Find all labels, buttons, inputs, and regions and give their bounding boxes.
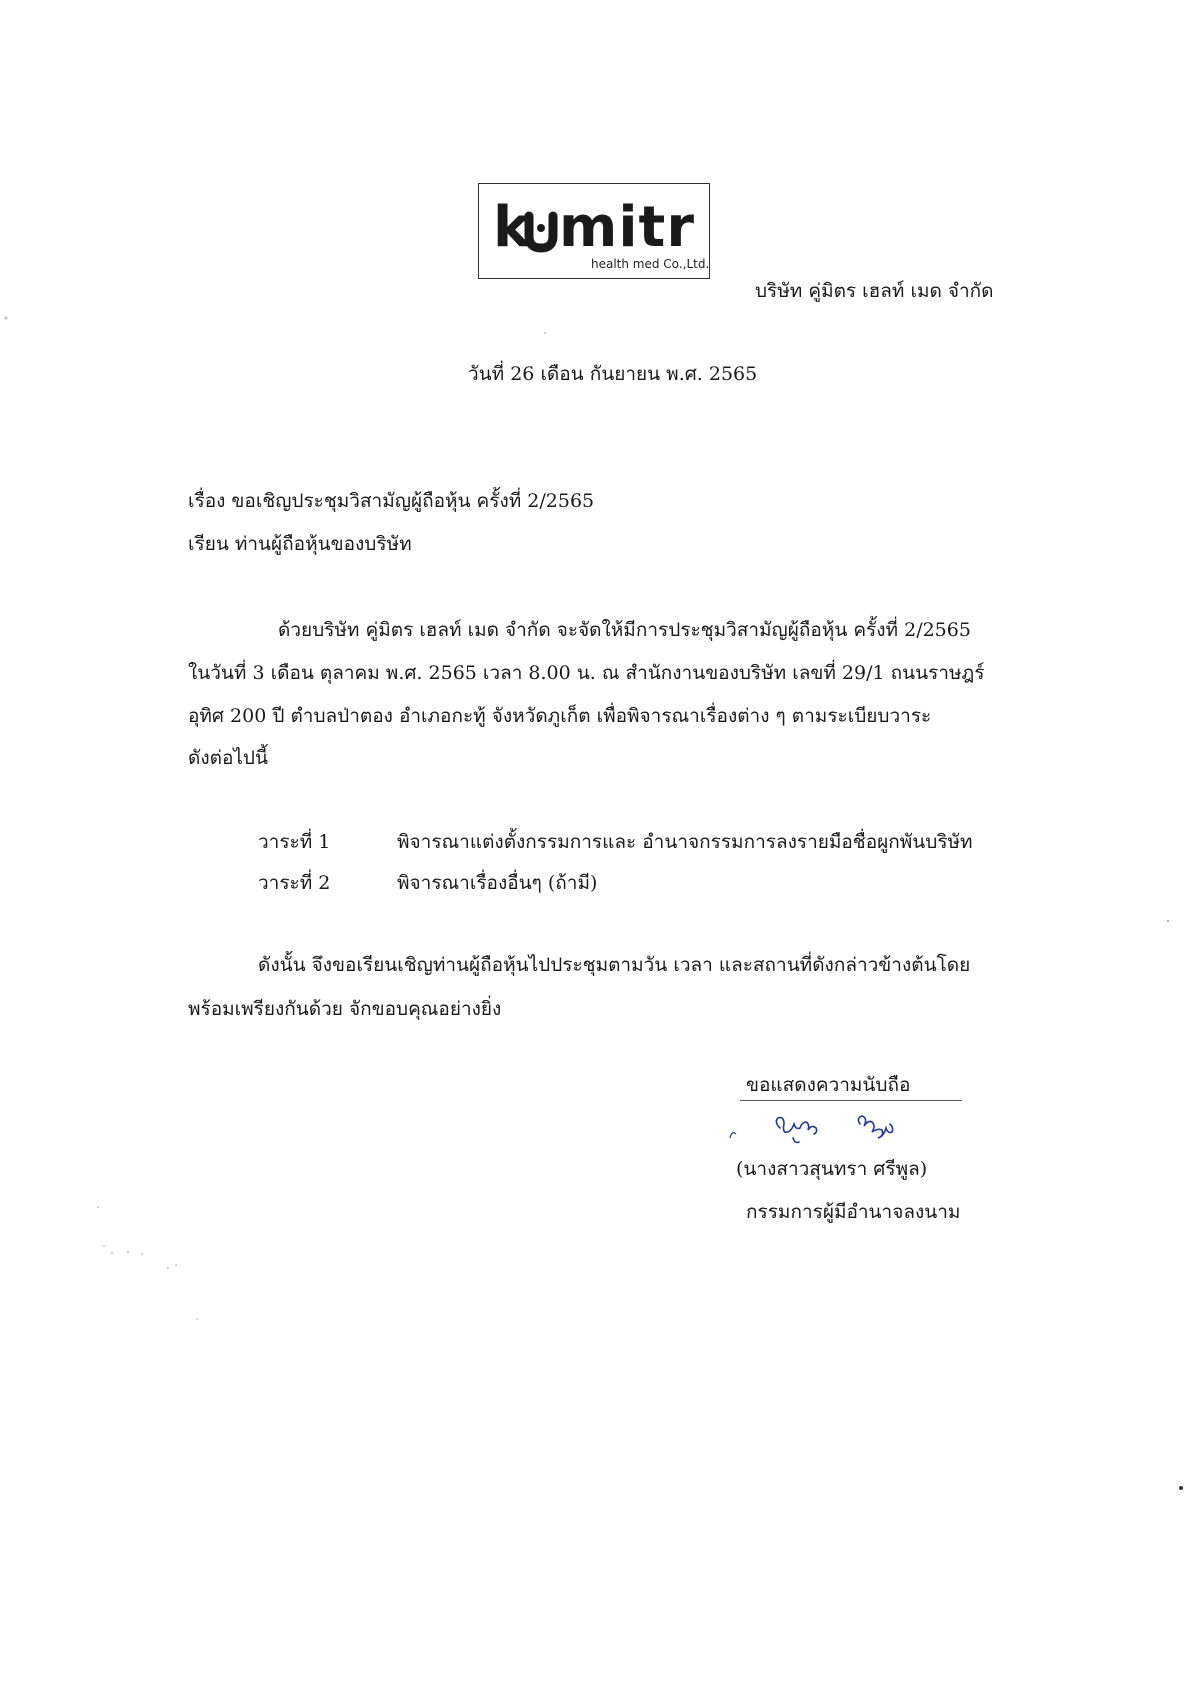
agenda-text: พิจารณาแต่งตั้งกรรมการและ อำนาจกรรมการลงรายมือชื่อผูกพันบริษัท	[397, 831, 973, 853]
signer-name: (นางสาวสุนทรา ศรีพูล)	[736, 1158, 928, 1180]
agenda-label: วาระที่ 2	[258, 872, 331, 894]
agenda-text: พิจารณาเรื่องอื่นๆ (ถ้ามี)	[397, 872, 598, 894]
letter-subject: เรื่อง ขอเชิญประชุมวิสามัญผู้ถือหุ้น ครั้งที่ 2/2565	[188, 490, 595, 512]
signer-title: กรรมการผู้มีอำนาจลงนาม	[746, 1201, 961, 1223]
closing-salutation: ขอแสดงความนับถือ	[746, 1074, 911, 1096]
body-line: อุทิศ 200 ปี ตำบลป่าตอง อำเภอกะทู้ จังหวัดภูเก็ต เพื่อพิจารณาเรื่องต่าง ๆ ตามระเบียบวาระ	[188, 705, 932, 727]
letter-date: วันที่ 26 เดือน กันยายน พ.ศ. 2565	[468, 363, 758, 385]
company-name: บริษัท คู่มิตร เฮลท์ เมด จำกัด	[755, 280, 994, 302]
letter-recipient: เรียน ท่านผู้ถือหุ้นของบริษัท	[188, 533, 412, 555]
agenda-label: วาระที่ 1	[258, 831, 331, 853]
svg-text:mitr: mitr	[559, 195, 695, 260]
conclusion-line: พร้อมเพรียงกันด้วย จักขอบคุณอย่างยิ่ง	[188, 998, 502, 1020]
conclusion-line: ดังนั้น จึงขอเรียนเชิญท่านผู้ถือหุ้นไปประชุมตามวัน เวลา และสถานที่ดังกล่าวข้างต้นโดย	[258, 954, 971, 976]
logo-tagline: health med Co.,Ltd.	[591, 257, 710, 271]
body-line: ในวันที่ 3 เดือน ตุลาคม พ.ศ. 2565 เวลา 8.00 น. ณ สำนักงานของบริษัท เลขที่ 29/1 ถนนราษฎร์	[188, 662, 985, 684]
svg-text:k: k	[493, 195, 532, 260]
body-line: ดังต่อไปนี้	[188, 747, 268, 769]
body-line: ด้วยบริษัท คู่มิตร เฮลท์ เมด จำกัด จะจัดให้มีการประชุมวิสามัญผู้ถือหุ้น ครั้งที่ 2/2565	[278, 619, 971, 641]
